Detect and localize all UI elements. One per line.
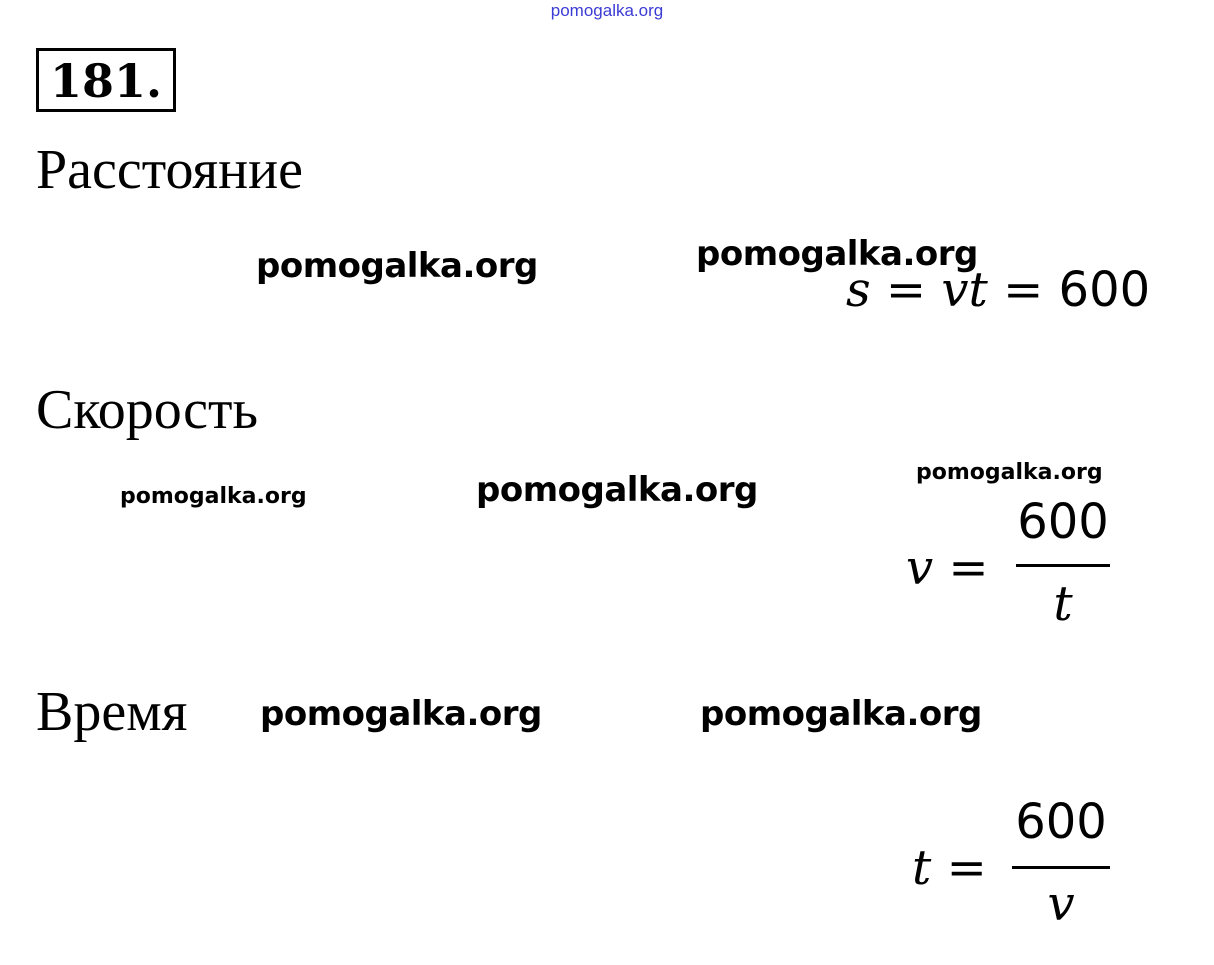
formula-equals: = xyxy=(948,540,989,596)
watermark: pomogalka.org xyxy=(916,460,1103,485)
watermark: pomogalka.org xyxy=(256,246,538,286)
fraction-bar xyxy=(1012,866,1110,869)
watermark: pomogalka.org xyxy=(700,694,982,734)
formula-lhs: v xyxy=(906,540,934,596)
formula-speed-lhs xyxy=(906,540,989,596)
formula-time-lhs xyxy=(912,840,987,896)
heading-speed: Скорость xyxy=(36,379,258,441)
task-number: 181. xyxy=(36,48,176,112)
fraction-bar xyxy=(1016,564,1110,567)
watermark: pomogalka.org xyxy=(260,694,542,734)
formula-product: vt xyxy=(941,262,988,318)
heading-distance: Расстояние xyxy=(36,139,303,201)
fraction-numerator: 600 xyxy=(1015,794,1107,850)
formula-equals: = xyxy=(885,262,927,318)
formula-equals: = xyxy=(1003,262,1044,318)
formula-equals: = xyxy=(946,840,987,896)
formula-lhs: t xyxy=(912,840,932,896)
watermark: pomogalka.org xyxy=(696,234,978,274)
top-watermark: pomogalka.org xyxy=(550,1,664,20)
fraction-denominator: t xyxy=(1053,576,1073,632)
formula-distance xyxy=(846,262,1150,318)
formula-value: 600 xyxy=(1058,262,1151,318)
fraction-denominator: v xyxy=(1047,876,1075,932)
watermark: pomogalka.org xyxy=(120,484,307,509)
heading-time: Время xyxy=(36,681,188,743)
fraction-numerator: 600 xyxy=(1017,494,1109,550)
watermark: pomogalka.org xyxy=(476,470,758,510)
formula-lhs: s xyxy=(846,262,871,318)
